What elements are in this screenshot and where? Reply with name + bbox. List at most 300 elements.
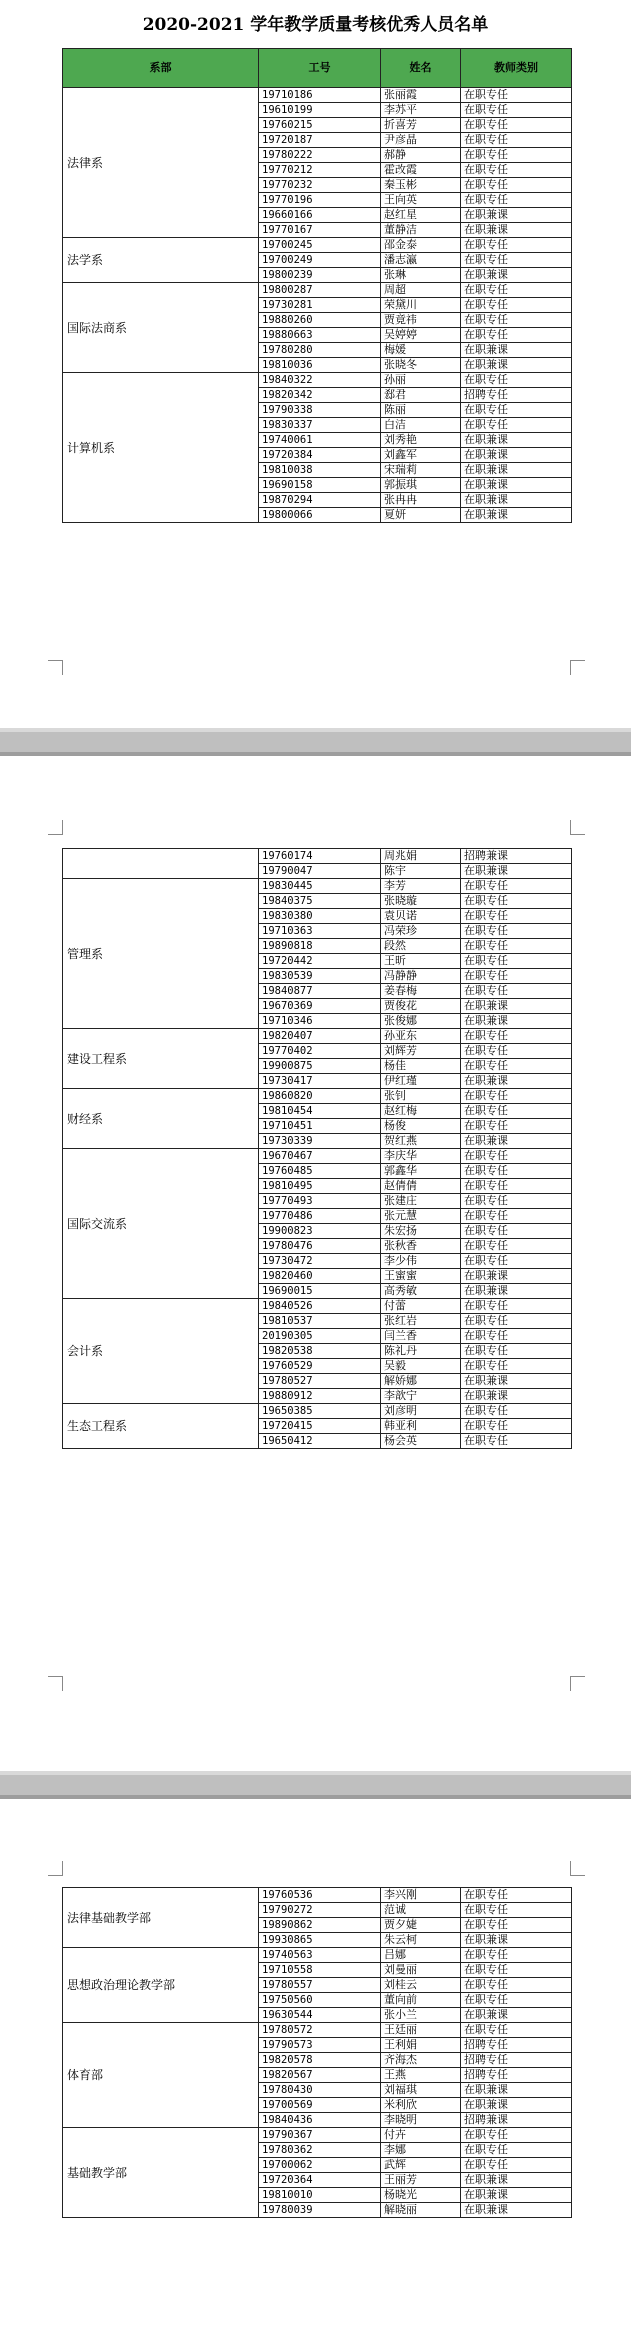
teacher-name-cell: 董向前 [381, 1993, 461, 2008]
employee-id-cell: 19810036 [259, 358, 381, 373]
teacher-name-cell: 付卉 [381, 2128, 461, 2143]
teacher-type-cell: 在职专任 [461, 403, 572, 418]
table-row [63, 373, 572, 388]
table-row [63, 1404, 572, 1419]
header-dept: 系部 [63, 49, 259, 88]
teacher-type-cell: 在职专任 [461, 1963, 572, 1978]
employee-id-cell: 19900875 [259, 1059, 381, 1074]
header-id: 工号 [259, 49, 381, 88]
employee-id-cell: 19810010 [259, 2188, 381, 2203]
employee-id-cell: 19610199 [259, 103, 381, 118]
employee-id-cell: 19780527 [259, 1374, 381, 1389]
employee-id-cell: 19890818 [259, 939, 381, 954]
teacher-type-cell: 在职专任 [461, 1978, 572, 1993]
page-corner-mark [48, 820, 63, 835]
dept-cell: 体育部 [63, 2023, 259, 2128]
teacher-type-cell: 在职专任 [461, 1179, 572, 1194]
employee-id-cell: 19700062 [259, 2158, 381, 2173]
employee-id-cell: 19730339 [259, 1134, 381, 1149]
employee-id-cell: 19880663 [259, 328, 381, 343]
teacher-name-cell: 杨俊 [381, 1119, 461, 1134]
teacher-name-cell: 郭鑫华 [381, 1164, 461, 1179]
teacher-type-cell: 在职专任 [461, 924, 572, 939]
teacher-type-cell: 在职兼课 [461, 2098, 572, 2113]
teacher-name-cell: 闫兰香 [381, 1329, 461, 1344]
teacher-name-cell: 秦玉彬 [381, 178, 461, 193]
teacher-type-cell: 在职兼课 [461, 463, 572, 478]
employee-id-cell: 19830445 [259, 879, 381, 894]
employee-id-cell: 19820578 [259, 2053, 381, 2068]
teacher-type-cell: 在职专任 [461, 2143, 572, 2158]
teacher-name-cell: 张建庄 [381, 1194, 461, 1209]
employee-id-cell: 19760485 [259, 1164, 381, 1179]
teacher-name-cell: 杨会英 [381, 1434, 461, 1449]
employee-id-cell: 19880260 [259, 313, 381, 328]
teacher-type-cell: 在职专任 [461, 88, 572, 103]
teacher-name-cell: 李兴刚 [381, 1888, 461, 1903]
teacher-name-cell: 武辉 [381, 2158, 461, 2173]
teacher-name-cell: 王向英 [381, 193, 461, 208]
teacher-name-cell: 邵金泰 [381, 238, 461, 253]
teacher-name-cell: 冯静静 [381, 969, 461, 984]
teacher-type-cell: 在职专任 [461, 909, 572, 924]
dept-cell: 会计系 [63, 1299, 259, 1404]
employee-id-cell: 19690158 [259, 478, 381, 493]
teacher-type-cell: 在职兼课 [461, 864, 572, 879]
teacher-name-cell: 郭振琪 [381, 478, 461, 493]
teacher-type-cell: 在职专任 [461, 1239, 572, 1254]
teacher-name-cell: 段然 [381, 939, 461, 954]
employee-id-cell: 19780222 [259, 148, 381, 163]
teacher-type-cell: 在职兼课 [461, 208, 572, 223]
dept-cell: 法律基础教学部 [63, 1888, 259, 1948]
page-separator [0, 728, 631, 756]
teacher-name-cell: 齐海杰 [381, 2053, 461, 2068]
teacher-name-cell: 王昕 [381, 954, 461, 969]
teacher-type-cell: 在职专任 [461, 2158, 572, 2173]
teacher-name-cell: 陈宇 [381, 864, 461, 879]
employee-id-cell: 19720384 [259, 448, 381, 463]
employee-id-cell: 19800066 [259, 508, 381, 523]
table-row [63, 1149, 572, 1164]
employee-id-cell: 19710451 [259, 1119, 381, 1134]
teacher-type-cell: 在职专任 [461, 1044, 572, 1059]
employee-id-cell: 19860820 [259, 1089, 381, 1104]
teacher-type-cell: 在职兼课 [461, 999, 572, 1014]
teacher-name-cell: 冯荣珍 [381, 924, 461, 939]
employee-id-cell: 19890862 [259, 1918, 381, 1933]
document-page-1 [0, 0, 631, 728]
table-row [63, 849, 572, 864]
teacher-name-cell: 张红岩 [381, 1314, 461, 1329]
employee-id-cell: 19780430 [259, 2083, 381, 2098]
teacher-name-cell: 周超 [381, 283, 461, 298]
employee-id-cell: 19720364 [259, 2173, 381, 2188]
teacher-type-cell: 在职专任 [461, 328, 572, 343]
employee-id-cell: 19770486 [259, 1209, 381, 1224]
teacher-type-cell: 在职兼课 [461, 1134, 572, 1149]
page-corner-mark [570, 1861, 585, 1876]
teacher-name-cell: 王丽芳 [381, 2173, 461, 2188]
employee-id-cell: 19780557 [259, 1978, 381, 1993]
employee-id-cell: 19800239 [259, 268, 381, 283]
table-header-row [63, 49, 572, 88]
employee-id-cell: 19790272 [259, 1903, 381, 1918]
teacher-name-cell: 折喜芳 [381, 118, 461, 133]
employee-id-cell: 19650385 [259, 1404, 381, 1419]
employee-id-cell: 19710186 [259, 88, 381, 103]
teacher-type-cell: 在职专任 [461, 1359, 572, 1374]
teacher-name-cell: 贾竟祎 [381, 313, 461, 328]
teacher-name-cell: 夏妍 [381, 508, 461, 523]
document-page-2 [0, 756, 631, 1771]
teacher-name-cell: 李芳 [381, 879, 461, 894]
teacher-type-cell: 在职专任 [461, 1089, 572, 1104]
teacher-name-cell: 赵红梅 [381, 1104, 461, 1119]
page-corner-mark [570, 660, 585, 675]
employee-id-cell: 19770232 [259, 178, 381, 193]
employee-id-cell: 19700245 [259, 238, 381, 253]
teacher-type-cell: 在职专任 [461, 1029, 572, 1044]
teacher-name-cell: 张丽霞 [381, 88, 461, 103]
teacher-type-cell: 在职专任 [461, 1149, 572, 1164]
page-corner-mark [48, 1861, 63, 1876]
teacher-name-cell: 贾俊花 [381, 999, 461, 1014]
employee-id-cell: 19780476 [259, 1239, 381, 1254]
employee-id-cell: 19820538 [259, 1344, 381, 1359]
teacher-type-cell: 在职兼课 [461, 1933, 572, 1948]
teacher-name-cell: 伊红瑾 [381, 1074, 461, 1089]
employee-id-cell: 19710363 [259, 924, 381, 939]
table-row [63, 1888, 572, 1903]
page-corner-mark [570, 1676, 585, 1691]
honor-roll-table-continued [62, 1887, 572, 2218]
teacher-type-cell: 在职专任 [461, 1329, 572, 1344]
employee-id-cell: 19740061 [259, 433, 381, 448]
teacher-name-cell: 姜春梅 [381, 984, 461, 999]
teacher-name-cell: 刘桂云 [381, 1978, 461, 1993]
teacher-name-cell: 李少伟 [381, 1254, 461, 1269]
teacher-type-cell: 在职兼课 [461, 478, 572, 493]
teacher-type-cell: 在职专任 [461, 163, 572, 178]
teacher-type-cell: 在职专任 [461, 283, 572, 298]
teacher-name-cell: 刘福琪 [381, 2083, 461, 2098]
employee-id-cell: 19760174 [259, 849, 381, 864]
employee-id-cell: 19660166 [259, 208, 381, 223]
teacher-type-cell: 在职专任 [461, 1314, 572, 1329]
table-row [63, 879, 572, 894]
teacher-name-cell: 解娇娜 [381, 1374, 461, 1389]
teacher-name-cell: 范诚 [381, 1903, 461, 1918]
teacher-type-cell: 在职专任 [461, 1888, 572, 1903]
employee-id-cell: 19730472 [259, 1254, 381, 1269]
teacher-name-cell: 吕娜 [381, 1948, 461, 1963]
dept-cell: 计算机系 [63, 373, 259, 523]
employee-id-cell: 19760529 [259, 1359, 381, 1374]
employee-id-cell: 19690015 [259, 1284, 381, 1299]
teacher-name-cell: 袁贝诺 [381, 909, 461, 924]
teacher-type-cell: 在职专任 [461, 298, 572, 313]
teacher-type-cell: 在职专任 [461, 1404, 572, 1419]
dept-cell: 基础教学部 [63, 2128, 259, 2218]
employee-id-cell: 19750560 [259, 1993, 381, 2008]
employee-id-cell: 19630544 [259, 2008, 381, 2023]
teacher-type-cell: 在职兼课 [461, 2188, 572, 2203]
teacher-name-cell: 张晓冬 [381, 358, 461, 373]
dept-cell: 建设工程系 [63, 1029, 259, 1089]
employee-id-cell: 19830337 [259, 418, 381, 433]
employee-id-cell: 19930865 [259, 1933, 381, 1948]
employee-id-cell: 19790573 [259, 2038, 381, 2053]
teacher-type-cell: 在职专任 [461, 1299, 572, 1314]
employee-id-cell: 19830539 [259, 969, 381, 984]
page-corner-mark [48, 1676, 63, 1691]
teacher-name-cell: 吴毅 [381, 1359, 461, 1374]
teacher-name-cell: 李苏平 [381, 103, 461, 118]
teacher-name-cell: 董静洁 [381, 223, 461, 238]
teacher-name-cell: 张秋香 [381, 1239, 461, 1254]
teacher-type-cell: 在职专任 [461, 969, 572, 984]
dept-cell: 管理系 [63, 879, 259, 1029]
employee-id-cell: 19810454 [259, 1104, 381, 1119]
teacher-type-cell: 在职专任 [461, 2128, 572, 2143]
teacher-type-cell: 在职兼课 [461, 2173, 572, 2188]
employee-id-cell: 19670369 [259, 999, 381, 1014]
teacher-name-cell: 刘鑫军 [381, 448, 461, 463]
employee-id-cell: 19670467 [259, 1149, 381, 1164]
header-type: 教师类别 [461, 49, 572, 88]
teacher-type-cell: 在职专任 [461, 1104, 572, 1119]
teacher-type-cell: 在职兼课 [461, 223, 572, 238]
employee-id-cell: 19900823 [259, 1224, 381, 1239]
teacher-type-cell: 在职兼课 [461, 448, 572, 463]
table-row [63, 2128, 572, 2143]
teacher-type-cell: 在职专任 [461, 373, 572, 388]
teacher-type-cell: 在职专任 [461, 2023, 572, 2038]
teacher-type-cell: 在职兼课 [461, 1014, 572, 1029]
teacher-name-cell: 赵红星 [381, 208, 461, 223]
teacher-type-cell: 在职兼课 [461, 2203, 572, 2218]
teacher-name-cell: 贺红燕 [381, 1134, 461, 1149]
employee-id-cell: 19730417 [259, 1074, 381, 1089]
teacher-type-cell: 在职兼课 [461, 508, 572, 523]
page-separator [0, 1771, 631, 1799]
teacher-name-cell: 贾夕婕 [381, 1918, 461, 1933]
employee-id-cell: 19740563 [259, 1948, 381, 1963]
employee-id-cell: 19840436 [259, 2113, 381, 2128]
employee-id-cell: 19770493 [259, 1194, 381, 1209]
teacher-type-cell: 招聘兼课 [461, 849, 572, 864]
employee-id-cell: 19820342 [259, 388, 381, 403]
teacher-name-cell: 张元慧 [381, 1209, 461, 1224]
employee-id-cell: 19840877 [259, 984, 381, 999]
employee-id-cell: 19780039 [259, 2203, 381, 2218]
page-corner-mark [570, 820, 585, 835]
teacher-type-cell: 招聘专任 [461, 2053, 572, 2068]
teacher-name-cell: 刘秀艳 [381, 433, 461, 448]
teacher-name-cell: 郄君 [381, 388, 461, 403]
teacher-name-cell: 李晓明 [381, 2113, 461, 2128]
table-row [63, 1948, 572, 1963]
employee-id-cell: 19770212 [259, 163, 381, 178]
teacher-type-cell: 在职专任 [461, 1194, 572, 1209]
employee-id-cell: 19810537 [259, 1314, 381, 1329]
table-row [63, 1299, 572, 1314]
teacher-name-cell: 刘彦明 [381, 1404, 461, 1419]
employee-id-cell: 19710346 [259, 1014, 381, 1029]
teacher-name-cell: 周兆娟 [381, 849, 461, 864]
employee-id-cell: 19650412 [259, 1434, 381, 1449]
teacher-name-cell: 潘志瀛 [381, 253, 461, 268]
teacher-name-cell: 李娜 [381, 2143, 461, 2158]
table-row [63, 1029, 572, 1044]
employee-id-cell: 19870294 [259, 493, 381, 508]
employee-id-cell: 19830380 [259, 909, 381, 924]
teacher-name-cell: 王蜜蜜 [381, 1269, 461, 1284]
teacher-type-cell: 在职专任 [461, 879, 572, 894]
teacher-type-cell: 在职专任 [461, 1918, 572, 1933]
table-row [63, 88, 572, 103]
teacher-name-cell: 陈丽 [381, 403, 461, 418]
teacher-type-cell: 在职专任 [461, 1903, 572, 1918]
teacher-type-cell: 在职专任 [461, 954, 572, 969]
teacher-type-cell: 在职专任 [461, 1419, 572, 1434]
teacher-type-cell: 招聘专任 [461, 2068, 572, 2083]
teacher-type-cell: 在职专任 [461, 1993, 572, 2008]
dept-cell: 国际法商系 [63, 283, 259, 373]
honor-roll-table [62, 48, 572, 523]
employee-id-cell: 19770402 [259, 1044, 381, 1059]
teacher-type-cell: 在职专任 [461, 1254, 572, 1269]
teacher-name-cell: 赵倩倩 [381, 1179, 461, 1194]
teacher-name-cell: 宋瑞莉 [381, 463, 461, 478]
document-title: 2020-2021 学年教学质量考核优秀人员名单 [142, 15, 489, 35]
employee-id-cell: 19820460 [259, 1269, 381, 1284]
teacher-name-cell: 张冉冉 [381, 493, 461, 508]
teacher-type-cell: 在职专任 [461, 148, 572, 163]
teacher-type-cell: 招聘专任 [461, 2038, 572, 2053]
teacher-name-cell: 霍改霞 [381, 163, 461, 178]
employee-id-cell: 19760536 [259, 1888, 381, 1903]
teacher-name-cell: 郝静 [381, 148, 461, 163]
teacher-type-cell: 在职兼课 [461, 2008, 572, 2023]
employee-id-cell: 19700569 [259, 2098, 381, 2113]
teacher-type-cell: 在职兼课 [461, 1074, 572, 1089]
teacher-name-cell: 梅媛 [381, 343, 461, 358]
employee-id-cell: 19810038 [259, 463, 381, 478]
teacher-type-cell: 在职兼课 [461, 493, 572, 508]
teacher-type-cell: 在职专任 [461, 178, 572, 193]
teacher-name-cell: 孙亚东 [381, 1029, 461, 1044]
honor-roll-table-continued [62, 848, 572, 1449]
teacher-name-cell: 张晓璇 [381, 894, 461, 909]
teacher-type-cell: 在职兼课 [461, 1284, 572, 1299]
employee-id-cell: 19770196 [259, 193, 381, 208]
teacher-name-cell: 刘曼丽 [381, 1963, 461, 1978]
teacher-type-cell: 在职专任 [461, 238, 572, 253]
teacher-name-cell: 陈礼丹 [381, 1344, 461, 1359]
teacher-name-cell: 吴婷婷 [381, 328, 461, 343]
table-row [63, 1089, 572, 1104]
teacher-name-cell: 杨晓光 [381, 2188, 461, 2203]
employee-id-cell: 19720187 [259, 133, 381, 148]
teacher-type-cell: 在职专任 [461, 418, 572, 433]
employee-id-cell: 20190305 [259, 1329, 381, 1344]
dept-cell: 法律系 [63, 88, 259, 238]
dept-cell: 思想政治理论教学部 [63, 1948, 259, 2023]
teacher-type-cell: 在职兼课 [461, 433, 572, 448]
teacher-name-cell: 杨佳 [381, 1059, 461, 1074]
teacher-type-cell: 在职兼课 [461, 1269, 572, 1284]
employee-id-cell: 19840322 [259, 373, 381, 388]
employee-id-cell: 19810495 [259, 1179, 381, 1194]
teacher-type-cell: 在职专任 [461, 103, 572, 118]
employee-id-cell: 19840526 [259, 1299, 381, 1314]
employee-id-cell: 19770167 [259, 223, 381, 238]
teacher-type-cell: 招聘专任 [461, 388, 572, 403]
teacher-name-cell: 朱宏扬 [381, 1224, 461, 1239]
dept-cell: 财经系 [63, 1089, 259, 1149]
teacher-name-cell: 张琳 [381, 268, 461, 283]
teacher-name-cell: 米利欣 [381, 2098, 461, 2113]
teacher-type-cell: 在职专任 [461, 1344, 572, 1359]
teacher-type-cell: 在职专任 [461, 313, 572, 328]
teacher-name-cell: 付蕾 [381, 1299, 461, 1314]
teacher-type-cell: 在职专任 [461, 253, 572, 268]
teacher-name-cell: 高秀敏 [381, 1284, 461, 1299]
teacher-type-cell: 在职兼课 [461, 268, 572, 283]
employee-id-cell: 19700249 [259, 253, 381, 268]
table-row [63, 283, 572, 298]
teacher-type-cell: 在职兼课 [461, 358, 572, 373]
teacher-type-cell: 在职专任 [461, 1434, 572, 1449]
teacher-name-cell: 韩亚利 [381, 1419, 461, 1434]
teacher-name-cell: 朱云柯 [381, 1933, 461, 1948]
employee-id-cell: 19720442 [259, 954, 381, 969]
dept-cell: 生态工程系 [63, 1404, 259, 1449]
teacher-name-cell: 刘辉芳 [381, 1044, 461, 1059]
employee-id-cell: 19820407 [259, 1029, 381, 1044]
teacher-name-cell: 白洁 [381, 418, 461, 433]
teacher-type-cell: 在职专任 [461, 1059, 572, 1074]
teacher-type-cell: 在职专任 [461, 894, 572, 909]
employee-id-cell: 19840375 [259, 894, 381, 909]
employee-id-cell: 19780362 [259, 2143, 381, 2158]
employee-id-cell: 19790338 [259, 403, 381, 418]
teacher-name-cell: 荣黛川 [381, 298, 461, 313]
teacher-type-cell: 在职专任 [461, 1948, 572, 1963]
employee-id-cell: 19730281 [259, 298, 381, 313]
teacher-type-cell: 招聘兼课 [461, 2113, 572, 2128]
teacher-name-cell: 尹彦晶 [381, 133, 461, 148]
document-page-3 [0, 1799, 631, 2341]
employee-id-cell: 19780280 [259, 343, 381, 358]
employee-id-cell: 19720415 [259, 1419, 381, 1434]
teacher-type-cell: 在职专任 [461, 984, 572, 999]
employee-id-cell: 19790367 [259, 2128, 381, 2143]
teacher-name-cell: 解晓丽 [381, 2203, 461, 2218]
teacher-name-cell: 张小兰 [381, 2008, 461, 2023]
teacher-name-cell: 王燕 [381, 2068, 461, 2083]
header-name: 姓名 [381, 49, 461, 88]
employee-id-cell: 19780572 [259, 2023, 381, 2038]
teacher-name-cell: 孙丽 [381, 373, 461, 388]
page-corner-mark [48, 660, 63, 675]
teacher-type-cell: 在职专任 [461, 939, 572, 954]
employee-id-cell: 19800287 [259, 283, 381, 298]
employee-id-cell: 19790047 [259, 864, 381, 879]
teacher-type-cell: 在职专任 [461, 1119, 572, 1134]
